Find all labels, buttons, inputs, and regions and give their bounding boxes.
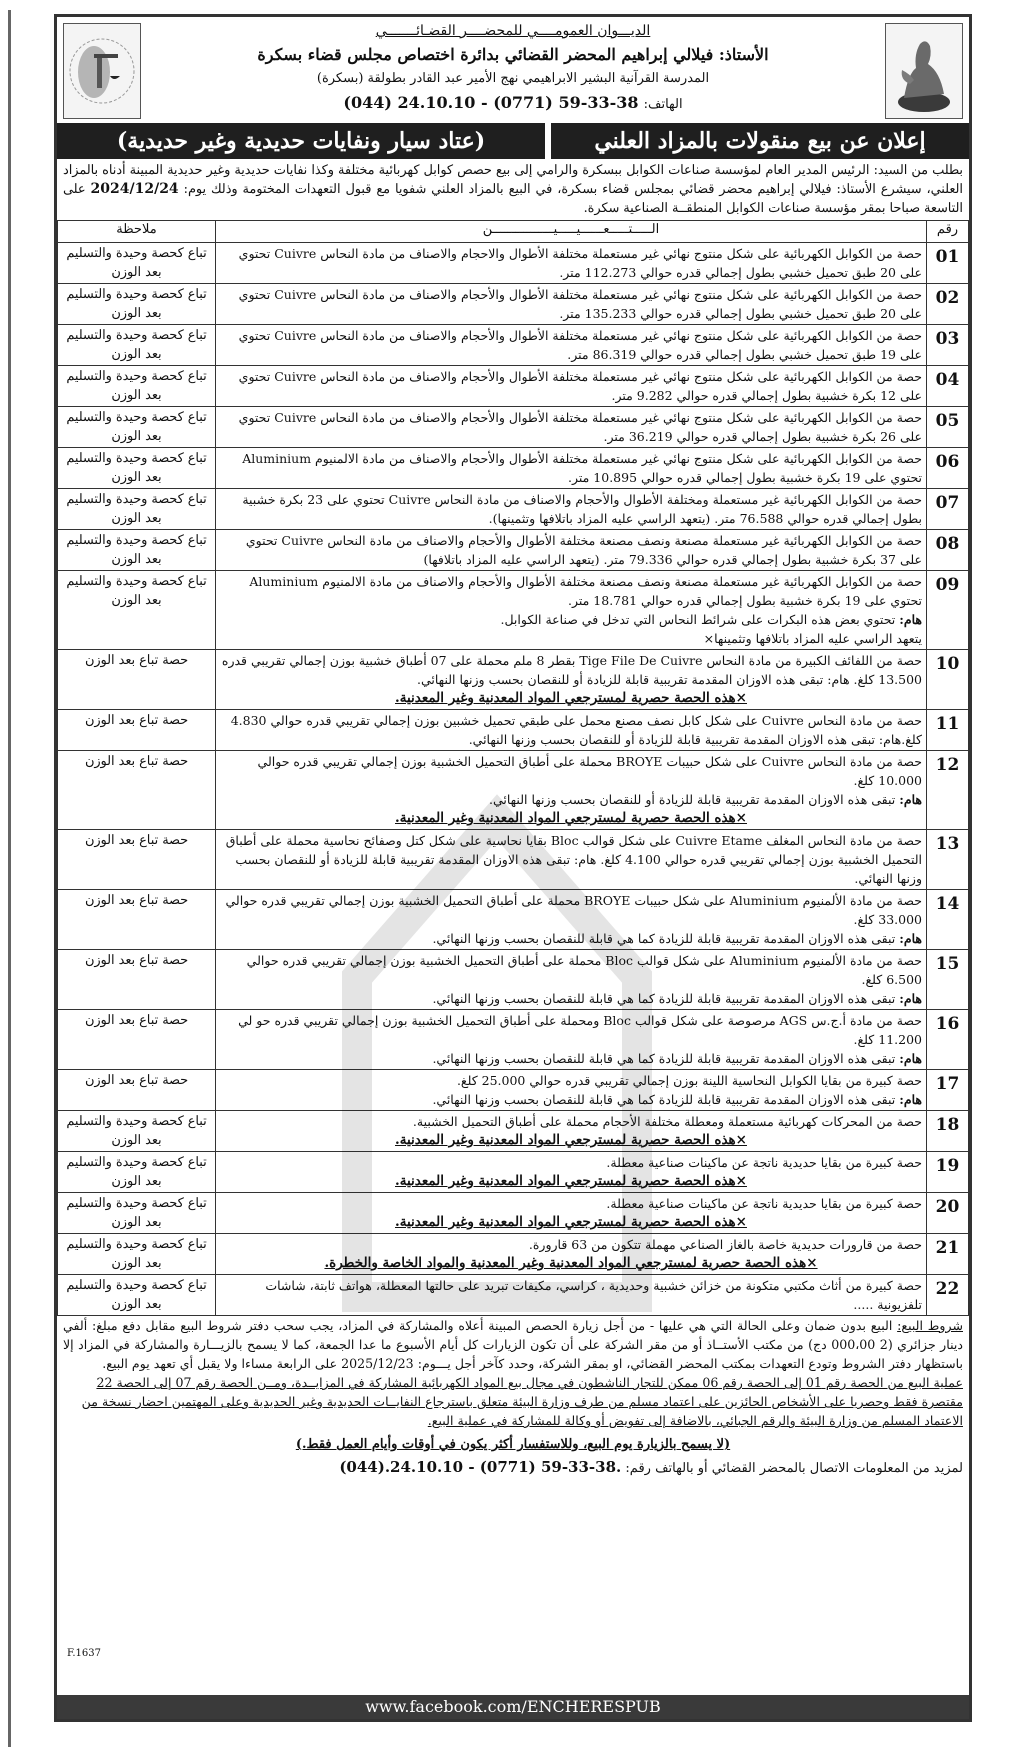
lot-description [216,325,927,366]
exclusive-note: ×هذه الحصة حصرية لمسترجعي المواد المعدنية وغير المعدنية. [395,690,747,706]
lot-number: 04 [927,366,969,407]
lot-description [216,1111,927,1152]
lot-description [216,950,927,1010]
lot-description [216,710,927,751]
lot-remark: تباع كحصة وحيدة والتسليم بعد الوزن [58,284,216,325]
lot-number: 02 [927,284,969,325]
lot-remark: تباع كحصة وحيدة والتسليم بعد الوزن [58,1152,216,1193]
page-edge [0,10,11,1747]
table-row [58,571,969,650]
lot-remark: تباع كحصة وحيدة والتسليم بعد الوزن [58,489,216,530]
lot-remark: حصة تباع بعد الوزن [58,751,216,830]
lot-number: 12 [927,751,969,830]
important-text: تبقى هذه الاوزان المقدمة تقريبية قابلة للزيادة كما هي قابلة للنقصان بحسب وزنها النهائي. [432,1051,896,1066]
table-row [58,1111,969,1152]
notice-header [57,17,969,121]
lot-number: 22 [927,1275,969,1316]
description-text: حصة كبيرة من بقايا الكوابل النحاسية اللينة بوزن إجمالي تقريبي قدره حوالي 25.000 كلغ. [456,1073,922,1088]
lot-description [216,1193,927,1234]
description-text: حصة من مادة النحاس المغلف Cuivre Etame على شكل قوالب Bloc بقايا نحاسية على شكل كتل وصفائح نحاسية محملة على أطباق التحميل الخشبية بوزن إجمالي تقريبي قدره حوالي 4.100 كلغ. هام: تبقى هذه الاوزان المقدمة تقريبية قابلة للزيادة أو للنقصان بحسب وزنها النهائي. [225,833,922,886]
office-title: الديـــوان العمومــــي للمحضــــر القضـائـــــــي [375,23,651,39]
lot-remark: تباع كحصة وحيدة والتسليم بعد الوزن [58,243,216,284]
description-text: حصة من مادة الألمنيوم Aluminium على شكل قوالب Bloc محملة على أطباق التحميل الخشبية بوزن إجمالي تقريبي قدره حوالي 6.500 كلغ. [246,953,922,987]
lot-remark: حصة تباع بعد الوزن [58,650,216,710]
description-text: حصة من مادة الألمنيوم Aluminium على شكل حبيبات BROYE محملة على أطباق التحميل الخشبية بوزن إجمالي تقريبي قدره حوالي 33.000 كلغ. [225,893,922,927]
lot-remark: تباع كحصة وحيدة والتسليم بعد الوزن [58,530,216,571]
intro-text-end: على التاسعة صباحا بمقر مؤسسة صناعات الكوابل المنطقــة الصناعية سكرة. [63,182,963,216]
lots-table [57,220,969,1316]
lot-remark: تباع كحصة وحيدة والتسليم بعد الوزن [58,1193,216,1234]
lot-description [216,1152,927,1193]
description-text: حصة من قارورات حديدية خاصة بالغاز الصناعي مهملة تتكون من 63 قارورة. [528,1237,922,1252]
sale-conditions [57,1316,969,1373]
table-row [58,950,969,1010]
lot-remark: حصة تباع بعد الوزن [58,950,216,1010]
important-note [220,989,922,1008]
description-text: حصة من الكوابل الكهربائية غير مستعملة مصنعة ونصف مصنعة مختلفة الأطوال والأحجام والاصناف من مادة الالمنيوم Aluminium تحتوي على 19 بكرة خشبية بطول إجمالي قدره حوالي 18.781 متر. [249,574,922,608]
important-note [220,610,922,629]
description-text: حصة من مادة النحاس Cuivre على شكل حبيبات BROYE محملة على أطباق التحميل الخشبية بوزن إجمالي تقريبي قدره حوالي 10.000 كلغ. [257,754,922,788]
conditions-text: البيع بدون ضمان وعلى الحالة التي هي عليها - من أجل زيارة الحصص المبينة أعلاه والمشاركة في المزاد، يجب سحب دفتر شروط البيع مقابل دفع مبلغ: ألفي دينار جزائري (2 000،00 دج) من مكتب الأستــاذ أو من مقر الشركة على أن تكون الزيارات كل أيام الأسبوع ما عدا الجمعة، كما لا يسمح بالزيـــارة والمشاركة في المزاد إلا باستظهار دفتر الشروط وتودع التعهدات بمكتب المحضر القضائي، او بمقر الشركة، وحدد كآخر أجل يـــوم: 2025/12/23 على الرابعة مساءا ولا يقبل أي تعهد يوم البيع. [63,1318,964,1371]
office-address: المدرسة القرآنية البشير الابراهيمي نهج الأمير عبد القادر بطولقة (بسكرة) [316,71,710,86]
intro-paragraph [57,159,969,220]
phone-numbers: (044) 24.10.10 - (0771) 59-33-38 [343,93,639,112]
notice-subtitle: (عتاد سيار ونفايات حديدية وغير حديدية) [57,123,545,159]
description-text: حصة كبيرة من أثاث مكتبي متكونة من خزائن خشبية وحديدية ، كراسي، مكيفات تبريد على حالتها المعطلة، هواتف ثابتة، شاشات تلفزيونية ..... [265,1278,922,1312]
lot-number: 01 [927,243,969,284]
important-note [220,1049,922,1068]
description-text: حصة من الكوابل الكهربائية على شكل منتوج نهائي غير مستعملة مختلفة الأطوال والاحجام والاصناف من مادة النحاس Cuivre تحتوي على 20 طبق تحميل خشبي بطول إجمالي قدره حوالي 112.273 متر. [238,246,922,280]
lot-description [216,284,927,325]
lot-number: 03 [927,325,969,366]
description-text: يتعهد الراسي عليه المزاد باتلافها وتثمينها× [703,631,922,646]
lot-number: 20 [927,1193,969,1234]
description-text: حصة من الكوابل الكهربائية على شكل منتوج نهائي غير مستعملة مختلفة الأطوال والأحجام والاصناف من مادة الالمنيوم Aluminium تحتوي على 19 بكرة خشبية بطول إجمالي قدره حوالي 10.895 متر. [242,451,922,485]
lot-description [216,1234,927,1275]
header-remarks: ملاحظة [58,221,216,243]
lot-description [216,489,927,530]
table-row [58,448,969,489]
important-text: تبقى هذه الاوزان المقدمة تقريبية قابلة للزيادة كما هي قابلة للنقصان بحسب وزنها النهائي. [432,991,896,1006]
lot-remark: تباع كحصة وحيدة والتسليم بعد الوزن [58,366,216,407]
description-text: حصة كبيرة من بقايا حديدية ناتجة عن ماكينات صناعية معطلة. [606,1196,922,1211]
important-text: تحتوي بعض هذه البكرات على شرائط النحاس التي تدخل في صناعة الكوابل. [500,612,896,627]
table-row [58,407,969,448]
exclusive-note: ×هذه الحصة حصرية لمسترجعي المواد المعدنية وغير المعدنية. [395,1173,747,1189]
lot-number: 07 [927,489,969,530]
lot-remark: تباع كحصة وحيدة والتسليم بعد الوزن [58,325,216,366]
lot-remark: تباع كحصة وحيدة والتسليم بعد الوزن [58,1234,216,1275]
exclusive-note: ×هذه الحصة حصرية لمسترجعي المواد المعدنية وغير المعدنية. [395,1132,747,1148]
lot-number: 18 [927,1111,969,1152]
description-text: حصة من مادة النحاس Cuivre على شكل كابل نصف مصنع محمل على طبقي تحميل خشبين بوزن إجمالي تقريبي قدره حوالي 4.830 كلغ.هام: تبقى هذه الاوزان المقدمة تقريبية قابلة للزيادة أو للنقصان بحسب وزنها النهائي. [230,713,922,747]
table-row [58,1152,969,1193]
description-text: حصة من الكوابل الكهربائية غير مستعملة مصنعة ونصف مصنعة مختلفة الأطوال والأحجام والاصناف من مادة النحاس Cuivre تحتوي على 37 بكرة خشبية بطول إجمالي قدره حوالي 79.336 متر. (يتعهد الراسي عليه المزاد باتلافها) [245,533,922,567]
important-note [220,929,922,948]
table-header-row [58,221,969,243]
lot-remark: تباع كحصة وحيدة والتسليم بعد الوزن [58,1275,216,1316]
description-text: حصة من مادة أ.ج.س AGS مرصوصة على شكل قوالب Bloc ومحملة على أطباق التحميل الخشبية بوزن إجمالي تقريبي قدره حو لي 11.200 كلغ. [238,1013,922,1047]
table-row [58,243,969,284]
facebook-link[interactable]: www.facebook.com/ENCHERESPUB [57,1695,969,1719]
lot-description [216,650,927,710]
lot-number: 16 [927,1010,969,1070]
lot-number: 11 [927,710,969,751]
table-row [58,650,969,710]
lot-description [216,366,927,407]
important-label: هام: [899,991,922,1006]
lot-number: 06 [927,448,969,489]
title-banner [57,123,969,159]
table-row [58,1070,969,1111]
justice-emblem-logo [63,23,141,119]
lot-remark: تباع كحصة وحيدة والتسليم بعد الوزن [58,407,216,448]
important-text: تبقى هذه الاوزان المقدمة تقريبية قابلة للزيادة كما هي قابلة للنقصان بحسب وزنها النهائي. [432,931,896,946]
lot-number: 13 [927,830,969,890]
auction-notice [54,14,972,1722]
sale-date: 2024/12/24 [90,181,179,197]
table-row [58,751,969,830]
lot-remark: تباع كحصة وحيدة والتسليم بعد الوزن [58,1111,216,1152]
lot-remark: حصة تباع بعد الوزن [58,1010,216,1070]
description-text: حصة من المحركات كهربائية مستعملة ومعطلة مختلفة الأحجام محملة على أطباق التحميل الخشبية. [412,1114,922,1129]
important-label: هام: [899,1092,922,1107]
table-row [58,489,969,530]
lot-remark: حصة تباع بعد الوزن [58,830,216,890]
contact-phones: (044).24.10.10 - (0771) 59-33-38. [339,1458,622,1476]
important-label: هام: [899,931,922,946]
lot-description [216,830,927,890]
table-row [58,530,969,571]
lot-number: 21 [927,1234,969,1275]
exclusive-note: ×هذه الحصة حصرية لمسترجعي المواد المعدنية وغير المعدنية. [395,810,747,826]
table-row [58,1010,969,1070]
important-note [220,1090,922,1109]
description-text: حصة من الكوابل الكهربائية على شكل منتوج نهائي غير مستعملة مختلفة الأطوال والأحجام والاصناف من مادة النحاس Cuivre تحتوي على 26 بكرة خشبية بطول إجمالي قدره حوالي 36.219 متر. [238,410,922,444]
lot-number: 17 [927,1070,969,1111]
table-row [58,325,969,366]
table-row [58,1234,969,1275]
lot-description [216,448,927,489]
participation-restriction: عملية البيع من الحصة رقم 01 إلى الحصة رقم 06 ممكن للتجار الناشطون في مجال بيع المواد الكهربائية المشاركة في المزايــدة، ومــن الحصة رقم 07 إلى الحصة 22 مقتصرة فقط وحصريا على الأشخاص الحائزين على اعتماد مسلم من طرف وزارة البيئة متعلق باسترجاع النفايــات الحديدية وغير الحديدية وعلى المهتمين احضار نسخة من الاعتماد المسلم من وزارة البيئة والرقم الجبائي، بالاضافة إلى تفويض أو وكالة للمشاركة في عملية البيع. [81,1375,963,1428]
table-row [58,284,969,325]
lot-remark: حصة تباع بعد الوزن [58,710,216,751]
lot-description [216,751,927,830]
description-text: حصة من الكوابل الكهربائية على شكل منتوج نهائي غير مستعملة مختلفة الأطوال والأحجام والاصناف من مادة النحاس Cuivre تحتوي على 20 طبق تحميل خشبي بطول إجمالي قدره حوالي 135.233 متر. [238,287,922,321]
important-text: تبقى هذه الاوزان المقدمة تقريبية قابلة للزيادة أو للنقصان بحسب وزنها النهائي. [488,792,896,807]
lot-number: 19 [927,1152,969,1193]
lot-remark: تباع كحصة وحيدة والتسليم بعد الوزن [58,448,216,489]
description-text: حصة من الكوابل الكهربائية على شكل منتوج نهائي غير مستعملة مختلفة الأطوال والأحجام والاصناف من مادة النحاس Cuivre تحتوي على 12 بكرة خشبية بطول إجمالي قدره حوالي 9.282 متر. [238,369,922,403]
lot-description [216,407,927,448]
table-row [58,366,969,407]
conditions-label: شروط البيع: [897,1318,963,1333]
header-number: رقم [927,221,969,243]
lot-description [216,1275,927,1316]
contact-text: لمزيد من المعلومات الاتصال بالمحضر القضائي أو بالهاتف رقم: [625,1461,963,1476]
lot-number: 09 [927,571,969,650]
contact-info [57,1456,969,1480]
table-row [58,890,969,950]
description-text: حصة من الكوابل الكهربائية على شكل منتوج نهائي غير مستعملة مختلفة الأطوال والأحجام والاصناف من مادة النحاس Cuivre تحتوي على 19 طبق تحميل خشبي بطول إجمالي قدره حوالي 86.319 متر. [238,328,922,362]
table-row [58,1193,969,1234]
lot-remark: تباع كحصة وحيدة والتسليم بعد الوزن [58,571,216,650]
lot-description [216,1010,927,1070]
lot-number: 14 [927,890,969,950]
lot-description [216,571,927,650]
statue-logo [885,23,963,119]
bailiff-name: الأستاذ: فيلالي إبراهيم المحضر القضائي بدائرة اختصاص مجلس قضاء بسكرة [257,45,769,64]
lot-number: 15 [927,950,969,1010]
lot-number: 08 [927,530,969,571]
lot-description [216,890,927,950]
no-visit-note: (لا يسمح بالزيارة يوم البيع، وللاستفسار أكثر يكون في أوقات وأيام العمل فقط.) [295,1437,731,1452]
table-row [58,830,969,890]
important-label: هام: [899,792,922,807]
lot-remark: حصة تباع بعد الوزن [58,1070,216,1111]
lot-number: 10 [927,650,969,710]
important-label: هام: [899,612,922,627]
lot-description [216,243,927,284]
important-note [220,790,922,809]
intro-text: بطلب من السيد: الرئيس المدير العام لمؤسسة صناعات الكوابل ببسكرة والرامي إلى بيع حصص كوابل كهربائية مختلفة وكذا نفايات حديدية وغير حديدية المبينة أدناه بالمزاد العلني، سيشرع الأستاذ: فيلالي إبراهيم محضر قضائي بمجلس قضاء بسكرة، في البيع بالمزاد العلني شفويا مع قبول التعهدات المختومة وذلك يوم: [63,163,963,197]
header-designation: الـــــتـــــعــــــيـــــيــــــــــــــــن [216,221,927,243]
lot-description [216,1070,927,1111]
important-text: تبقى هذه الاوزان المقدمة تقريبية قابلة للزيادة كما هي قابلة للنقصان بحسب وزنها النهائي. [432,1092,896,1107]
important-label: هام: [899,1051,922,1066]
reference-code: F.1637 [67,1648,102,1659]
lot-number: 05 [927,407,969,448]
table-row [58,710,969,751]
exclusive-note: ×هذه الحصة حصرية لمسترجعي المواد المعدنية وغير المعدنية. [395,1214,747,1230]
description-text: حصة من الكوابل الكهربائية غير مستعملة ومختلفة الأطوال والأحجام والاصناف من مادة النحاس Cuivre تحتوي على 23 بكرة خشبية بطول إجمالي قدره حوالي 76.588 متر. (يتعهد الراسي عليه المزاد باتلافها وتثمينها). [242,492,922,526]
lot-remark: حصة تباع بعد الوزن [58,890,216,950]
notice-title: إعلان عن بيع منقولات بالمزاد العلني [551,123,969,159]
exclusive-note: ×هذه الحصة حصرية لمسترجعي المواد المعدنية وغير المعدنية والمواد الخاصة والخطرة. [324,1255,818,1271]
description-text: حصة من اللفائف الكبيرة من مادة النحاس Tige File De Cuivre بقطر 8 ملم محملة على 07 أطباق خشبية بوزن إجمالي تقريبي قدره 13.500 كلغ. هام: تبقى هذه الاوزان المقدمة تقريبية قابلة للزيادة أو للنقصان بحسب وزنها النهائي. [221,653,922,687]
phone-label: الهاتف: [643,97,683,112]
table-row [58,1275,969,1316]
lot-description [216,530,927,571]
description-text: حصة كبيرة من بقايا حديدية ناتجة عن ماكينات صناعية معطلة. [606,1155,922,1170]
